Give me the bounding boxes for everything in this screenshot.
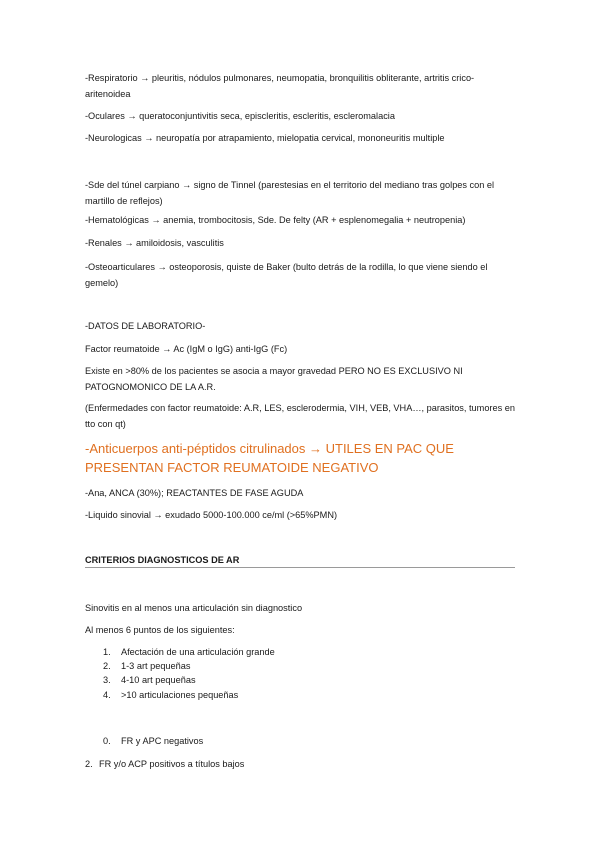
list-number: 2. [103, 661, 111, 671]
list-number: 3. [103, 675, 111, 685]
list-text: 1-3 art pequeñas [121, 661, 191, 671]
paragraph-hematologicas: -Hematológicas → anemia, trombocitosis, Sde. De felty (AR + esplenomegalia + neutropenia) [85, 215, 466, 225]
paragraph-existe: Existe en >80% de los pacientes se asocia a mayor gravedad PERO NO ES EXCLUSIVO NI PATOGNOMONICO DE LA A.R. [85, 366, 463, 392]
criteria-heading: CRITERIOS DIAGNOSTICOS DE AR [85, 555, 240, 565]
paragraph-liquido-sinovial: -Liquido sinovial → exudado 5000-100.000 ce/ml (>65%PMN) [85, 510, 338, 520]
highlight-anticuerpos: -Anticuerpos anti-péptidos citrulinados → UTILES EN PAC QUE PRESENTAN FACTOR REUMATOIDE NEGATIVO [85, 441, 454, 475]
paragraph-tunel-carpiano: -Sde del túnel carpiano → signo de Tinnel (parestesias en el territorio del mediano tras golpes con el martillo de reflejos) [85, 180, 495, 206]
paragraph-ana-anca: -Ana, ANCA (30%); REACTANTES DE FASE AGUDA [85, 488, 304, 498]
list-number: 2. [85, 759, 93, 769]
paragraph-sinovitis: Sinovitis en al menos una articulación sin diagnostico [85, 603, 303, 613]
list-number: 0. [103, 736, 111, 746]
paragraph-osteoarticulares: -Osteoarticulares → osteoporosis, quiste de Baker (bulto detrás de la rodilla, lo que viene siendo el gemelo) [85, 262, 488, 288]
paragraph-neurologicas: -Neurologicas → neuropatía por atrapamiento, mielopatia cervical, mononeuritis multiple [85, 133, 445, 143]
paragraph-renales: -Renales → amiloidosis, vasculitis [85, 238, 224, 248]
paragraph-enfermedades-fr: (Enfermedades con factor reumatoide: A.R, LES, esclerodermia, VIH, VEB, VHA…, parasitos, tumores en tto con qt) [85, 403, 515, 429]
section-heading-laboratorio: -DATOS DE LABORATORIO- [85, 321, 206, 331]
list-number: 4. [103, 690, 111, 700]
paragraph-oculares: -Oculares → queratoconjuntivitis seca, episcleritis, escleritis, escleromalacia [85, 111, 395, 121]
list-text: FR y/o ACP positivos a títulos bajos [99, 759, 245, 769]
paragraph-factor-reumatoide: Factor reumatoide → Ac (IgM o IgG) anti-IgG (Fc) [85, 344, 288, 354]
list-text: FR y APC negativos [121, 736, 204, 746]
heading-divider [85, 567, 515, 568]
list-number: 1. [103, 647, 111, 657]
list-text: Afectación de una articulación grande [121, 647, 275, 657]
list-text: >10 articulaciones pequeñas [121, 690, 239, 700]
paragraph-respiratorio: -Respiratorio → pleuritis, nódulos pulmonares, neumopatia, bronquilitis obliterante, artritis crico-aritenoidea [85, 73, 475, 99]
paragraph-puntos: Al menos 6 puntos de los siguientes: [85, 625, 235, 635]
list-text: 4-10 art pequeñas [121, 675, 196, 685]
